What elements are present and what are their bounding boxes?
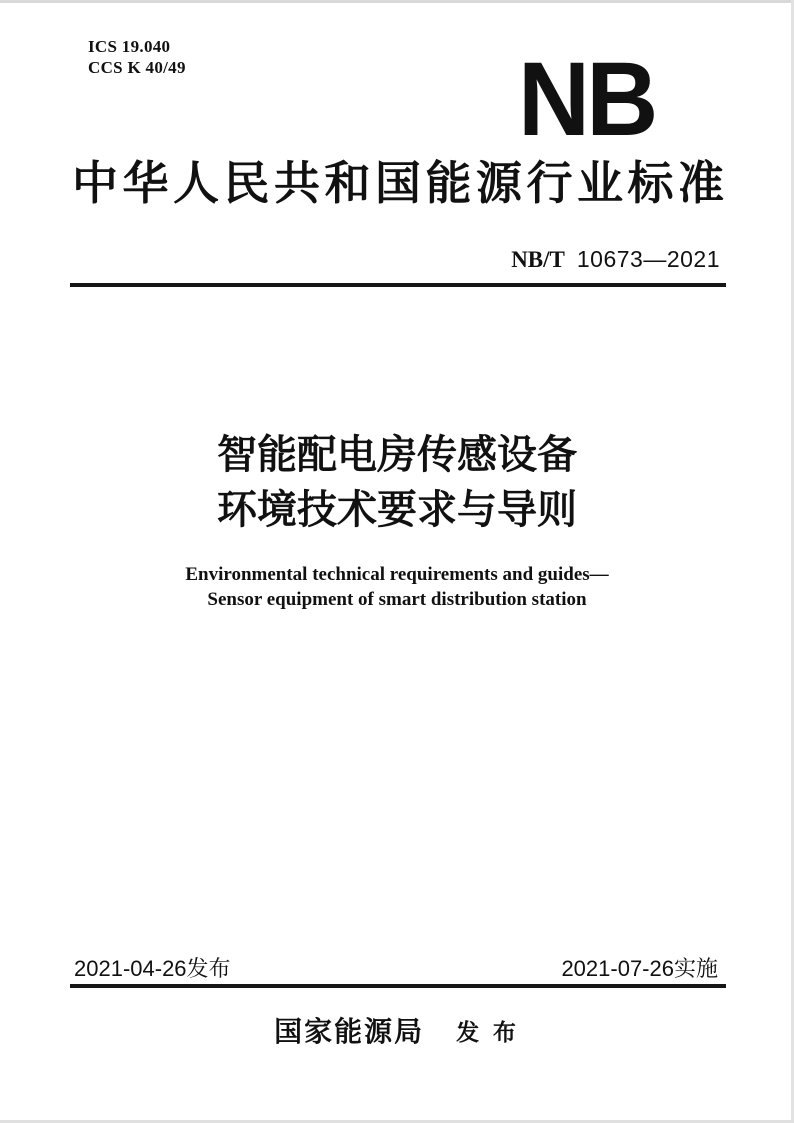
nb-logo: NB	[518, 41, 655, 158]
implementation-date-label: 实施	[673, 956, 718, 981]
ics-code: ICS 19.040	[88, 37, 171, 56]
scan-edge-top	[0, 0, 794, 3]
ccs-code: CCS K 40/49	[88, 58, 186, 77]
issue-date	[74, 957, 231, 981]
title-cn-line2: 环境技术要求与导则	[217, 488, 577, 532]
title-en-line1: Environmental technical requirements and guides—	[185, 564, 609, 585]
standard-category-title: 中华人民共和国能源行业标准	[72, 158, 724, 209]
document-title-en	[0, 562, 794, 612]
standard-number-digits: 10673—2021	[576, 246, 720, 272]
classification-codes	[88, 36, 186, 78]
footer-rule	[70, 984, 726, 988]
title-en-line2: Sensor equipment of smart distribution station	[207, 589, 587, 610]
header-rule	[70, 283, 726, 287]
publisher-name: 国家能源局	[274, 1017, 425, 1048]
issue-date-value: 2021-04-26	[74, 956, 187, 981]
standard-number	[511, 246, 720, 273]
document-title-cn	[0, 428, 794, 538]
dates-row	[74, 957, 718, 981]
issue-date-label: 发布	[186, 956, 231, 981]
publish-label: 发 布	[456, 1020, 520, 1045]
implementation-date-value: 2021-07-26	[561, 956, 674, 981]
standard-number-prefix: NB/T	[511, 247, 565, 272]
title-cn-line1: 智能配电房传感设备	[217, 433, 577, 477]
implementation-date	[561, 957, 718, 981]
publisher-row	[0, 1016, 794, 1054]
